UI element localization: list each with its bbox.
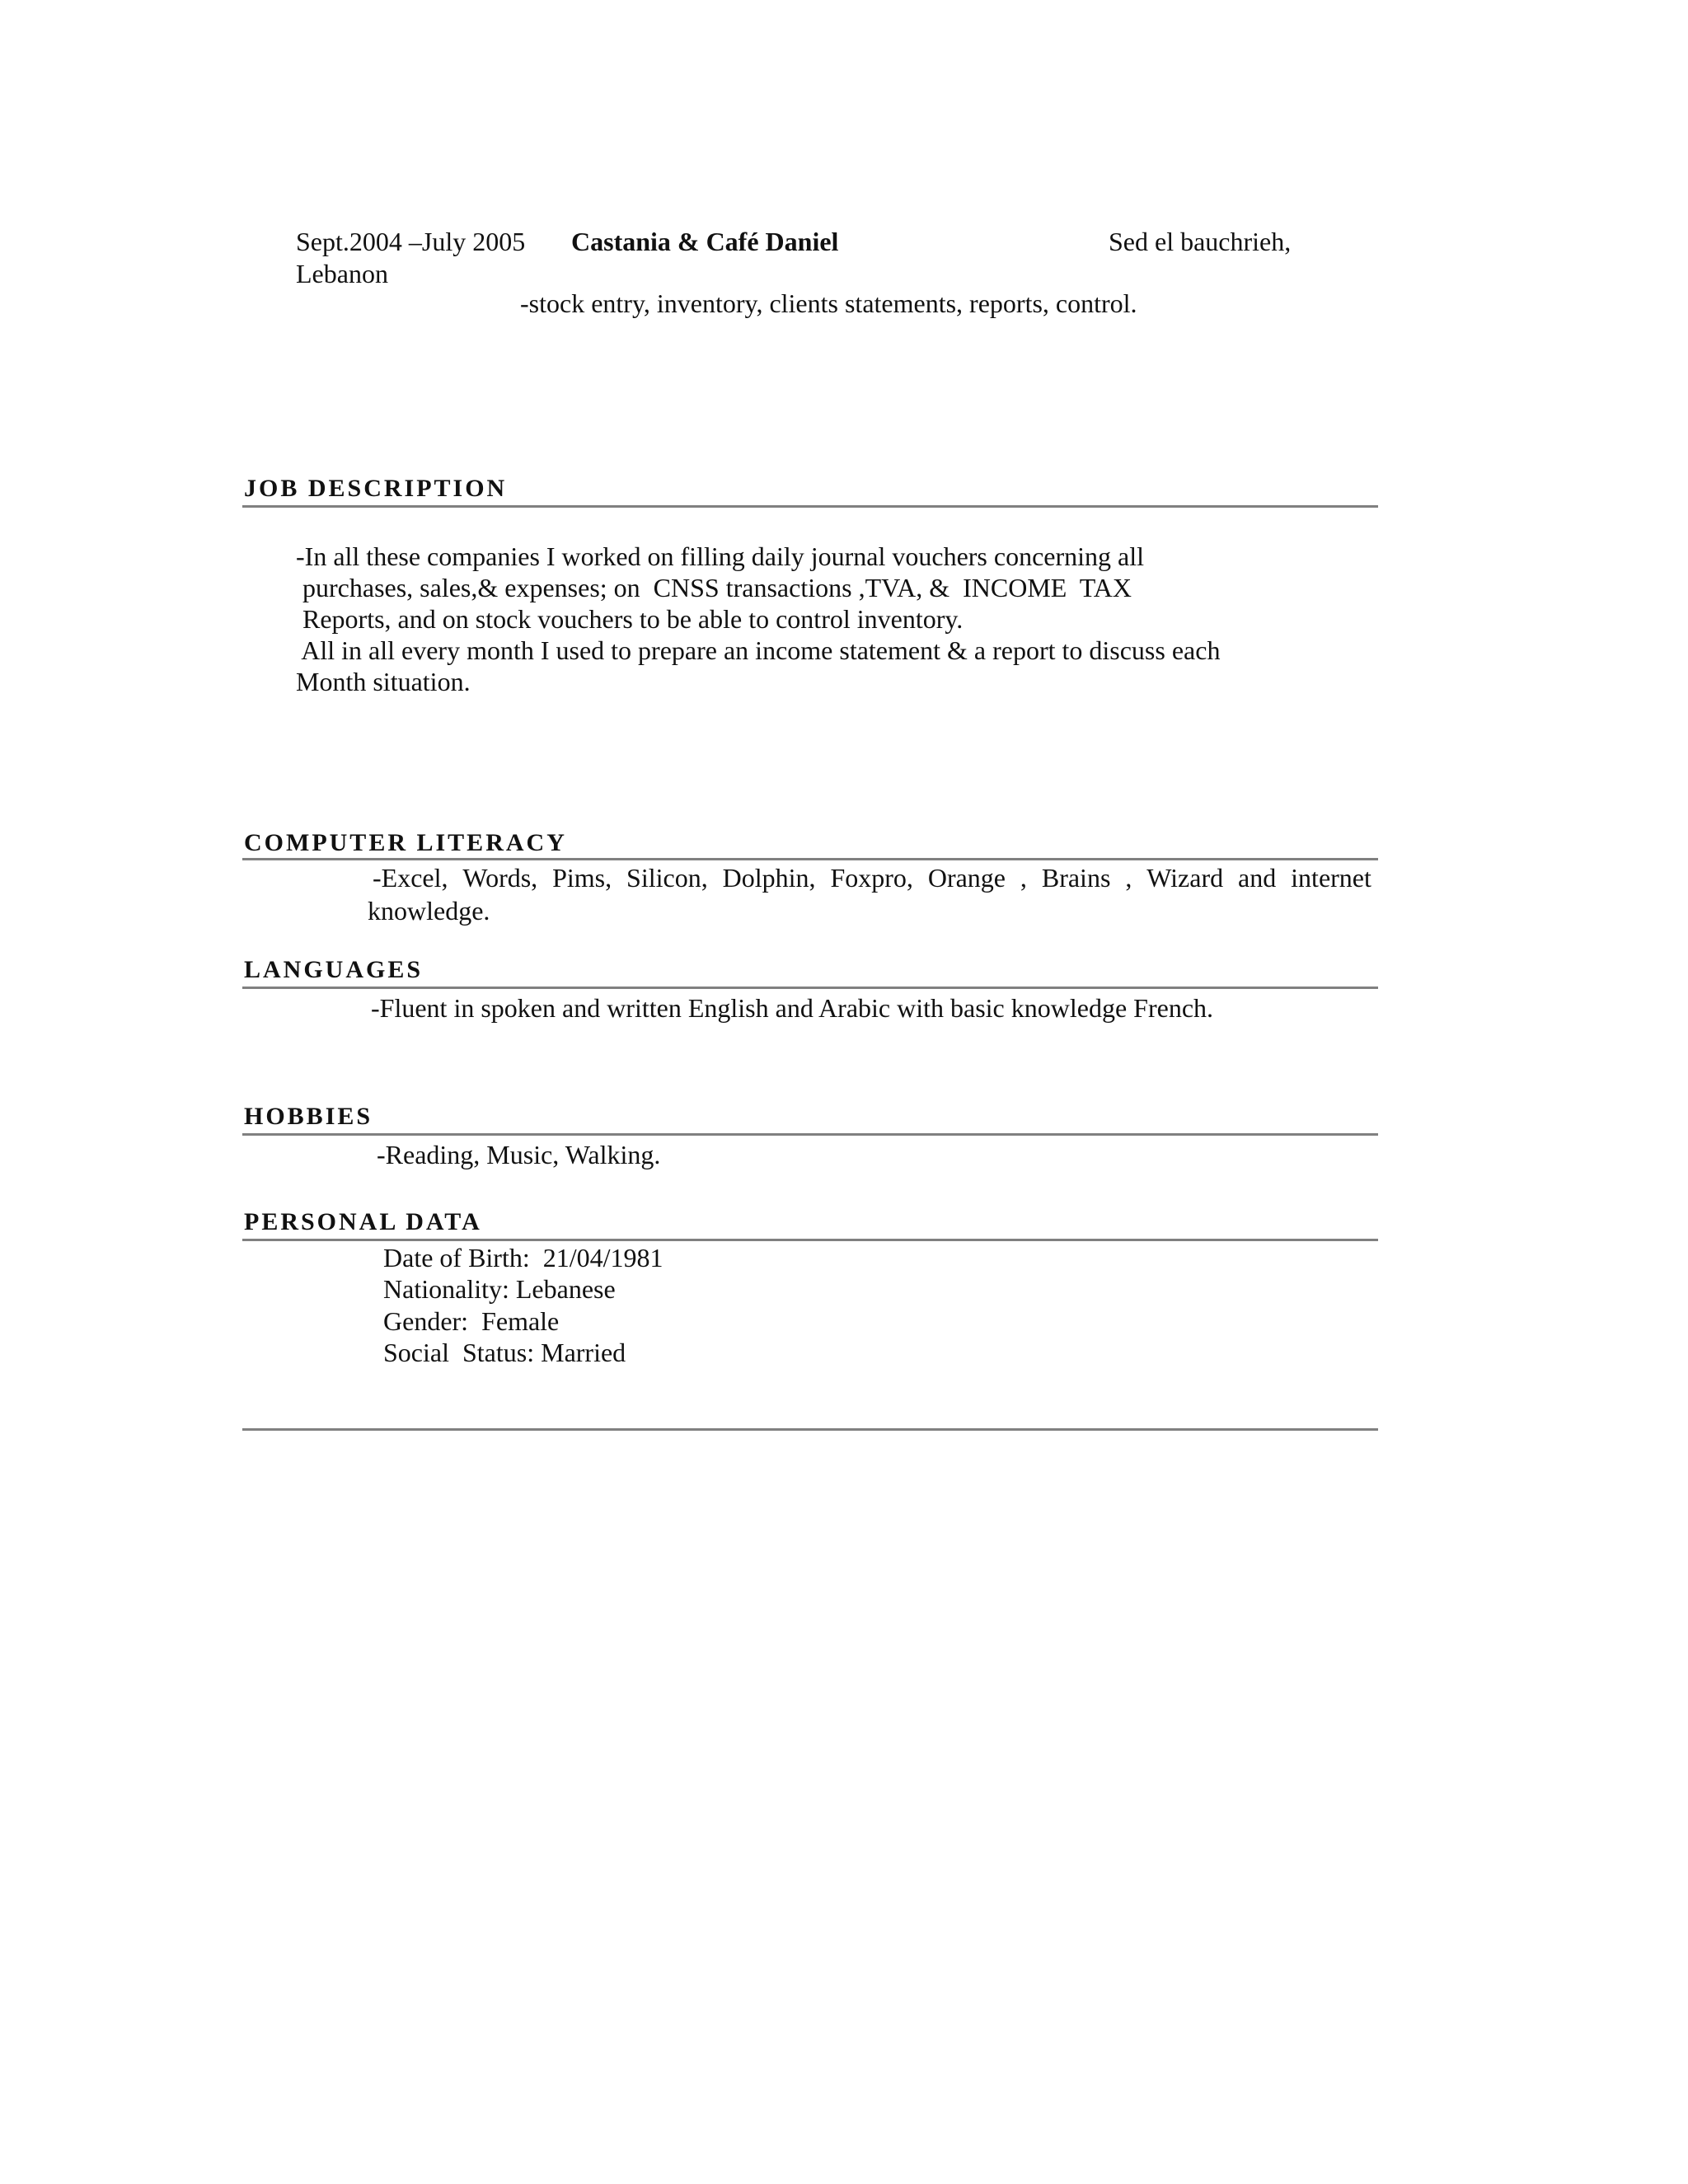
skill-word: Dolphin, <box>722 863 816 893</box>
section-heading-job-description: JOB DESCRIPTION <box>244 475 508 502</box>
skill-word: , <box>1125 863 1132 893</box>
job-description-line: purchases, sales,& expenses; on CNSS transactions ,TVA, & INCOME TAX <box>296 573 1132 602</box>
skill-word: and <box>1238 863 1277 893</box>
employer-name: Castania & Café Daniel <box>571 227 839 256</box>
job-description-line: -In all these companies I worked on filling daily journal vouchers concerning all <box>296 541 1145 571</box>
skill-word: Orange <box>927 863 1006 893</box>
skill-word: Silicon, <box>626 863 708 893</box>
employment-duties: -stock entry, inventory, clients statements, reports, control. <box>520 288 1137 318</box>
section-heading-languages: LANGUAGES <box>244 956 424 983</box>
skill-word: internet <box>1291 863 1372 893</box>
job-description-line: Reports, and on stock vouchers to be able to control inventory. <box>296 604 964 634</box>
personal-data-gender: Gender: Female <box>383 1306 560 1336</box>
section-divider <box>242 505 1378 508</box>
employment-location: Sed el bauchrieh, <box>1109 227 1292 256</box>
job-description-line: All in all every month I used to prepare an income statement & a report to discuss each <box>296 635 1221 665</box>
skill-word: Wizard <box>1146 863 1224 893</box>
section-heading-computer-literacy: COMPUTER LITERACY <box>244 829 567 856</box>
section-divider <box>242 1133 1378 1136</box>
skill-word: Foxpro, <box>830 863 913 893</box>
bottom-divider <box>242 1428 1378 1431</box>
skill-word: Brains <box>1041 863 1111 893</box>
section-heading-hobbies: HOBBIES <box>244 1103 373 1130</box>
employment-location-country: Lebanon <box>296 259 388 288</box>
skill-word: , <box>1020 863 1027 893</box>
hobbies-text: -Reading, Music, Walking. <box>377 1140 661 1169</box>
section-divider <box>242 987 1378 989</box>
skill-word: -Excel, <box>373 863 448 893</box>
languages-text: -Fluent in spoken and written English and Arabic with basic knowledge French. <box>371 993 1214 1023</box>
computer-skills-line <box>373 862 1372 893</box>
computer-skills-line: knowledge. <box>368 896 490 926</box>
personal-data-nationality: Nationality: Lebanese <box>383 1274 616 1304</box>
personal-data-social-status: Social Status: Married <box>383 1338 626 1367</box>
skill-word: Pims, <box>552 863 612 893</box>
section-heading-personal-data: PERSONAL DATA <box>244 1208 482 1235</box>
section-divider <box>242 858 1378 860</box>
personal-data-birth-date: Date of Birth: 21/04/1981 <box>383 1243 663 1272</box>
section-divider <box>242 1239 1378 1241</box>
job-description-line: Month situation. <box>296 667 471 696</box>
employment-dates: Sept.2004 –July 2005 <box>296 227 526 256</box>
skill-word: Words, <box>462 863 538 893</box>
